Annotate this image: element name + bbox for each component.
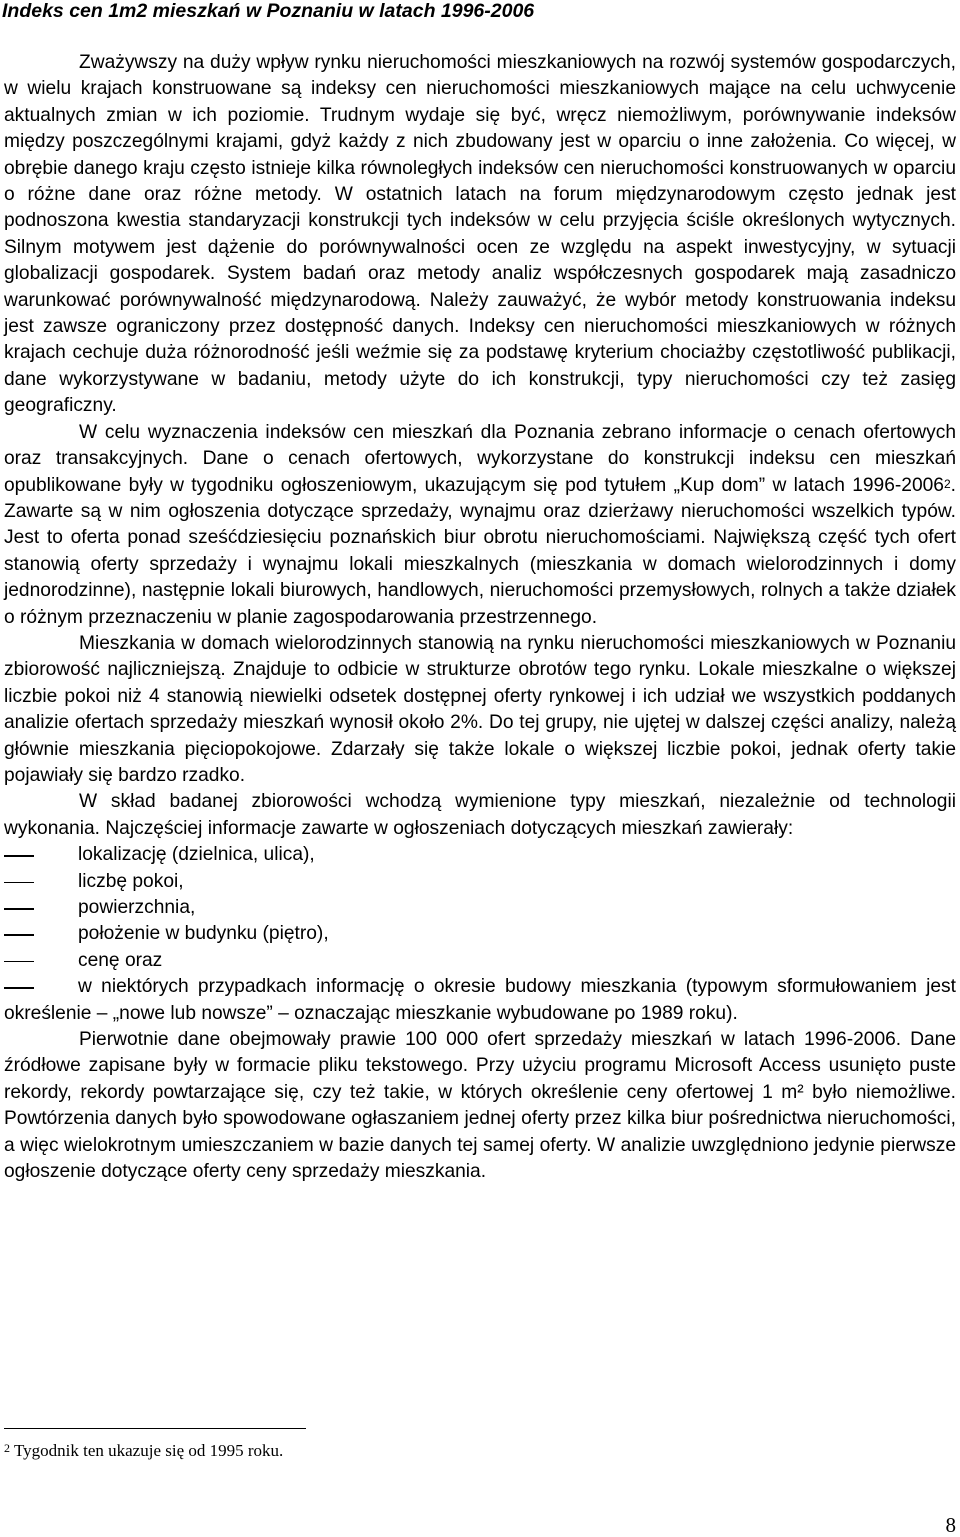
list-item xyxy=(4,948,956,974)
list-item-text: w niektórych przypadkach informację o okresie budowy mieszkania (typowym sformułowaniem jest określenie – „nowe lub nowsze” – oznaczając mieszkanie wybudowane po 1989 roku). xyxy=(4,976,956,1024)
list-item xyxy=(4,869,956,895)
dash-bullet-icon xyxy=(4,961,34,963)
paragraph-1: Zważywszy na duży wpływ rynku nieruchomości mieszkaniowych na rozwój systemów gospodarczych, w wielu krajach konstruowane są indeksy cen nieruchomości mieszkaniowych mające na celu uchwycenie aktualnych zmian w ich poziomie. Trudnym wydaje się być, wręcz niemożliwym, porównywanie indeksów między poszczególnymi krajami, gdyż każdy z nich zbudowany jest w oparciu o inne założenia. Co więcej, w obrębie danego kraju często istnieje kilka równoległych indeksów cen nieruchomości konstruowanych w oparciu o różne dane oraz różne metody. W ostatnich latach na forum międzynarodowym często jednak jest podnoszona kwestia standaryzacji konstrukcji tych indeksów w celu przyjęcia ściśle określonych wytycznych. Silnym motywem jest dążenie do porównywalności ocen ze względu na aspekt inwestycyjny, w sytuacji globalizacji gospodarek. System badań oraz metody analiz współczesnych gospodarek mają zasadniczo warunkować porównywalność międzynarodową. Należy zauważyć, że wybór metody konstruowania indeksu jest zawsze ograniczony przez dostępność danych. Indeksy cen nieruchomości mieszkaniowych w różnych krajach cechuje duża różnorodność jeśli weźmie się za podstawę kryterium chociażby częstotliwość publikacji, dane wykorzystywane w badaniu, metody użyte do ich konstrukcji, typy nieruchomości czy też zasięg geograficzny. xyxy=(4,52,956,417)
list-item-text: powierzchnia, xyxy=(78,897,196,918)
dash-bullet-icon xyxy=(4,987,34,989)
list-item-text: położenie w budynku (piętro), xyxy=(78,923,329,945)
paragraph-3: Mieszkania w domach wielorodzinnych stanowią na rynku nieruchomości mieszkaniowych w Poznaniu zbiorowość najliczniejszą. Znajduje to odbicie w strukturze obrotów tego rynku. Lokale mieszkalne o większej liczbie pokoi niż 4 stanowią niewielki odsetek dostępnej oferty rynkowej i ich udział we wszystkich poddanych analizie ofertach sprzedaży mieszkań wynosił około 2%. Do tej grupy, nie ujętej w dalszej części analizy, należą głównie mieszkania pięciopokojowe. Zdarzały się także lokale o większej liczbie pokoi, jednak oferty takie pojawiały się bardzo rzadko. xyxy=(4,632,956,786)
list-item-text: cenę oraz xyxy=(78,949,163,971)
footnote-separator xyxy=(4,1428,306,1429)
list-item xyxy=(4,974,956,1027)
page-title: Indeks cen 1m2 mieszkań w Poznaniu w latach 1996-2006 xyxy=(2,0,535,22)
footnote-marker: 2 xyxy=(4,1441,10,1455)
dash-bullet-icon xyxy=(4,934,34,936)
paragraph-2-text-b: . Zawarte są w nim ogłoszenia dotyczące sprzedaży, wynajmu oraz dzierżawy nieruchomości wszelkich typów. Jest to oferta ponad sześćdziesięciu poznańskich biur obrotu nieruchomościami. Największą część tych ofert stanowią oferty sprzedaży i wynajmu lokali mieszkalnych (mieszkania w domach wielorodzinnych i domy jednorodzinne), następnie lokali biurowych, handlowych, nieruchomości przemysłowych, rolnych a także działek o różnym przeznaczeniu w planie zagospodarowania przestrzennego. xyxy=(4,474,956,628)
dash-bullet-icon xyxy=(4,908,34,910)
list-item xyxy=(4,895,956,921)
dash-bullet-icon xyxy=(4,882,34,884)
footnote-text: Tygodnik ten ukazuje się od 1995 roku. xyxy=(10,1441,284,1460)
list-item xyxy=(4,842,956,868)
info-list xyxy=(4,842,956,1027)
paragraph-2-text-a: W celu wyznaczenia indeksów cen mieszkań dla Poznania zebrano informacje o cenach ofertowych oraz transakcyjnych. Dane o cenach ofertowych, wykorzystane do konstrukcji indeksu cen mieszkań opublikowane były w tygodniku ogłoszeniowym, ukazującym się pod tytułem „Kup dom” w latach 1996-2006 xyxy=(4,421,956,496)
page-number: 8 xyxy=(945,1513,956,1537)
footnote-reference: 2 xyxy=(943,476,951,491)
list-item-text: liczbę pokoi, xyxy=(78,870,184,892)
dash-bullet-icon xyxy=(4,855,34,857)
paragraph-4: W skład badanej zbiorowości wchodzą wymienione typy mieszkań, niezależnie od technologii wykonania. Najczęściej informacje zawarte w ogłoszeniach dotyczących mieszkań zawierały: xyxy=(4,791,956,839)
paragraph-5: Pierwotnie dane obejmowały prawie 100 000 ofert sprzedaży mieszkań w latach 1996-2006. Dane źródłowe zapisane były w formacie pliku tekstowego. Przy użyciu programu Microsoft Access usunięto puste rekordy, rekordy powtarzające się, czy też takie, w których określenie ceny ofertowej 1 m² było niemożliwe. Powtórzenia danych było spowodowane ogłaszaniem jednej oferty przez kilka biur pośrednictwa nieruchomości, a więc wielokrotnym umieszczaniem w bazie danych tej samej oferty. W analizie uwzględniono jedynie pierwsze ogłoszenie dotyczące oferty ceny sprzedaży mieszkania. xyxy=(4,1029,956,1183)
list-item-text: lokalizację (dzielnica, ulica), xyxy=(78,844,315,866)
body-text xyxy=(4,50,956,1185)
paragraph-2 xyxy=(4,420,956,631)
footnote xyxy=(4,1440,283,1462)
list-item xyxy=(4,921,956,947)
